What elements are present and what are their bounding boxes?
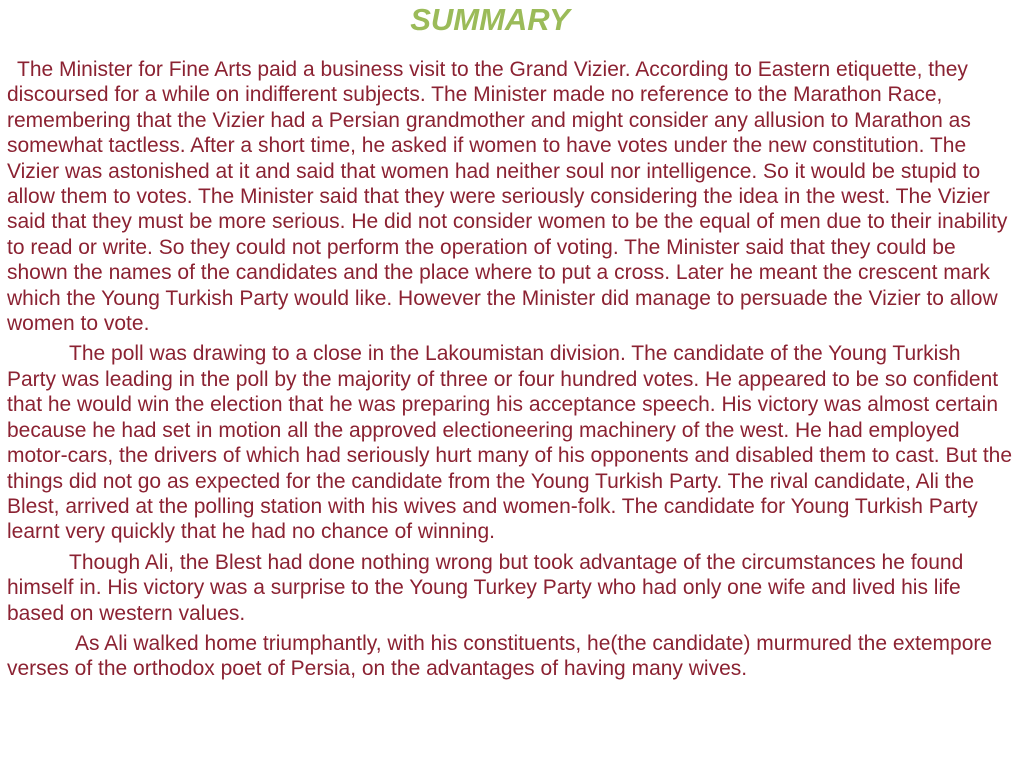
paragraph-ali-victory: Though Ali, the Blest had done nothing wrong but took advantage of the circumstances he found himself in. His victory was a surprise to the Young Turkey Party who had only one wife and lived his life based on western values. xyxy=(7,550,964,625)
paragraph-poll: The poll was drawing to a close in the Lakoumistan division. The candidate of the Young Turkish Party was leading in the poll by the majority of three or four hundred votes. He appeared to be so confident that he would win the election that he was preparing his acceptance speech. His victory was almost certain because he had set in motion all the approved electioneering machinery of the west. He had employed motor-cars, the drivers of which had seriously hurt many of his opponents and disabled them to cast. But the things did not go as expected for the candidate from the Young Turkish Party. The rival candidate, Ali the Blest, arrived at the polling station with his wives and women-folk. The candidate for Young Turkish Party learnt very quickly that he had no chance of winning. xyxy=(7,342,1013,544)
paragraph-minister-visit: The Minister for Fine Arts paid a business visit to the Grand Vizier. According to Eastern etiquette, they discoursed for a while on indifferent subjects. The Minister made no reference to the Marathon Race, remembering that the Vizier had a Persian grandmother and might consider any allusion to Marathon as somewhat tactless. After a short time, he asked if women to have votes under the new constitution. The Vizier was astonished at it and said that women had neither soul nor intelligence. So it would be stupid to allow them to votes. The Minister said that they were seriously considering the idea in the west. The Vizier said that they must be more serious. He did not consider women to be the equal of men due to their inability to read or write. So they could not perform the operation of voting. The Minister said that they could be shown the names of the candidates and the place where to put a cross. Later he meant the crescent mark which the Young Turkish Party would like. However the Minister did manage to persuade the Vizier to allow women to vote. xyxy=(7,58,1008,336)
slide-title: SUMMARY xyxy=(410,2,570,37)
paragraph-ali-walks-home: As Ali walked home triumphantly, with his constituents, he(the candidate) murmured the extempore verses of the orthodox poet of Persia, on the advantages of having many wives. xyxy=(7,631,993,681)
summary-body xyxy=(7,57,1015,682)
